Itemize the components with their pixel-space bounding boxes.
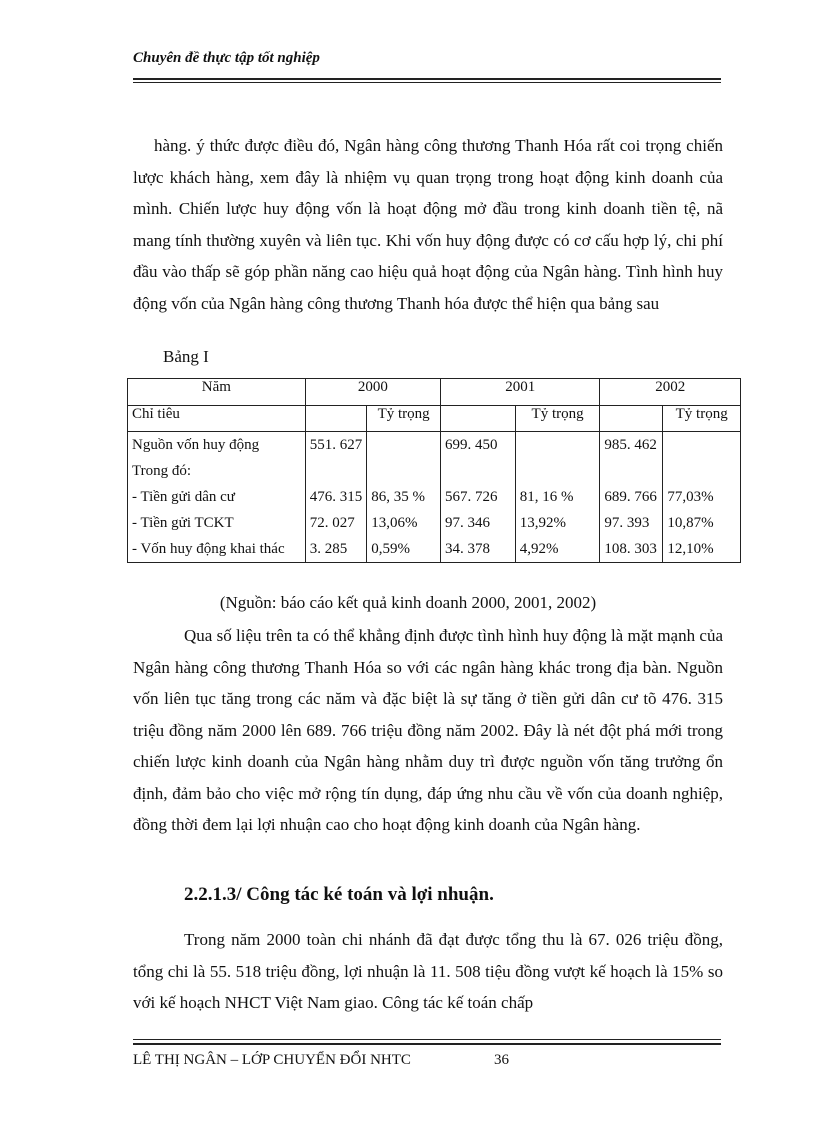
value-2002-exploited: 108. 303: [604, 541, 657, 557]
value-2000-total: 551. 627: [309, 437, 363, 453]
share-2001-total: [520, 432, 596, 458]
share-2001-institutional: 13,92%: [519, 515, 567, 531]
values-2000: [305, 432, 367, 563]
body-paragraph-3: Trong năm 2000 toàn chi nhánh đã đạt được tổng thu là 67. 026 triệu đồng, tổng chi là 55. 518 triệu đồng, lợi nhuận là 11. 508 tiệu đồng vượt kế hoạch là 15% so với kế hoạch NHCT Việt Nam giao. Công tác kế toán chấp: [133, 930, 723, 1012]
year-header-2000: 2000: [305, 379, 440, 406]
share-2002-total: [667, 432, 736, 458]
capital-mobilization-table: [127, 378, 741, 563]
value-header-2000: [305, 406, 367, 432]
value-header-2002: [600, 406, 663, 432]
value-2001-total: 699. 450: [445, 437, 498, 453]
body-paragraph-1: hàng. ý thức được điều đó, Ngân hàng công thương Thanh Hóa rất coi trọng chiến lược khách hàng, xem đây là nhiệm vụ quan trọng trong hoạt động kinh doanh của mình. Chiến lược huy động vốn là hoạt động mở đầu trong kinh doanh tiền tệ, nã mang tính thường xuyên và liên tục. Khi vốn huy động được có cơ cấu hợp lý, chi phí đầu vào thấp sẽ góp phần năng cao hiệu quả hoạt động của Ngân hàng. Tình hình huy động vốn của Ngân hàng công thương Thanh hóa được thể hiện qua bảng sau: [133, 136, 723, 313]
share-2001-residential: 81, 16 %: [519, 489, 574, 505]
shares-2000: [367, 432, 441, 563]
section-heading: 2.2.1.3/ Công tác ké toán và lợi nhuận.: [184, 884, 494, 905]
value-2000-residential: 476. 315: [309, 489, 363, 505]
row-label-total: Nguồn vốn huy động: [132, 437, 260, 453]
share-header-2002: Tỷ trọng: [663, 406, 741, 432]
value-header-2001: [441, 406, 516, 432]
footer-author: LÊ THỊ NGÂN – LỚP CHUYỂN ĐỔI NHTC: [133, 1052, 411, 1068]
header-rule-thick: [133, 78, 721, 80]
row-label-exploited: - Vốn huy động khai thác: [132, 541, 285, 557]
table-source-note: (Nguồn: báo cáo kết quả kinh doanh 2000, 2001, 2002): [219, 593, 597, 612]
value-2000-institutional: 72. 027: [309, 515, 355, 531]
year-header-2002: 2002: [600, 379, 741, 406]
value-2001-breakdown: [445, 458, 511, 484]
header-rule-thin: [133, 82, 721, 83]
footer-rule-thick: [133, 1043, 721, 1045]
value-2001-residential: 567. 726: [445, 489, 498, 505]
year-header-2001: 2001: [441, 379, 600, 406]
share-2000-total: [371, 432, 436, 458]
share-2002-institutional: 10,87%: [667, 515, 714, 531]
values-2001: [441, 432, 516, 563]
row-labels: [128, 432, 306, 563]
shares-2001: [515, 432, 600, 563]
body-paragraph-2: Qua số liệu trên ta có thể khẳng định được tình hình huy động là mặt mạnh của Ngân hàng công thương Thanh Hóa so với các ngân hàng khác trong địa bàn. Nguồn vốn liên tục tăng trong các năm và đặc biệt là sự tăng ở tiền gửi dân cư tõ 476. 315 triệu đồng năm 2000 lên 689. 766 triệu đồng năm 2002. Đây là nét đột phá mới trong chiến lược kinh doanh của Ngân hàng nhằm duy trì được nguồn vốn tăng trưởng ổn định, đảm bảo cho việc mở rộng tín dụng, đáp ứng nhu cầu về vốn của doanh nghiệp, đồng thời đem lại lợi nhuận cao cho hoạt động kinh doanh của Ngân hàng.: [133, 626, 723, 834]
share-2002-residential: 77,03%: [667, 489, 714, 505]
row-label-breakdown: Trong đó:: [132, 463, 192, 479]
share-2000-institutional: 13,06%: [371, 515, 418, 531]
value-2002-breakdown: [604, 458, 658, 484]
value-2002-institutional: 97. 393: [604, 515, 650, 531]
share-2000-exploited: 0,59%: [371, 541, 410, 557]
corner-indicator-label: Chỉ tiêu: [128, 406, 306, 432]
corner-year-label: Năm: [128, 379, 306, 406]
share-2002-breakdown: [667, 458, 736, 484]
row-label-residential: - Tiền gửi dân cư: [132, 489, 235, 505]
share-2002-exploited: 12,10%: [667, 541, 714, 557]
share-2001-breakdown: [520, 458, 596, 484]
share-2000-residential: 86, 35 %: [371, 489, 425, 505]
share-header-2001: Tỷ trọng: [515, 406, 600, 432]
values-2002: [600, 432, 663, 563]
value-2000-breakdown: [310, 458, 363, 484]
value-2000-exploited: 3. 285: [309, 541, 348, 557]
value-2002-total: 985. 462: [604, 437, 657, 453]
shares-2002: [663, 432, 741, 563]
value-2001-institutional: 97. 346: [445, 515, 491, 531]
page-number: 36: [494, 1052, 509, 1068]
value-2001-exploited: 34. 378: [445, 541, 491, 557]
share-header-2000: Tỷ trọng: [367, 406, 441, 432]
row-label-institutional: - Tiền gửi TCKT: [132, 515, 234, 531]
share-2000-breakdown: [371, 458, 436, 484]
value-2002-residential: 689. 766: [604, 489, 657, 505]
running-header: Chuyên đề thực tập tốt nghiệp: [133, 50, 320, 66]
footer-rule-thin: [133, 1039, 721, 1040]
table-caption: Bảng I: [163, 347, 209, 366]
share-2001-exploited: 4,92%: [519, 541, 559, 557]
